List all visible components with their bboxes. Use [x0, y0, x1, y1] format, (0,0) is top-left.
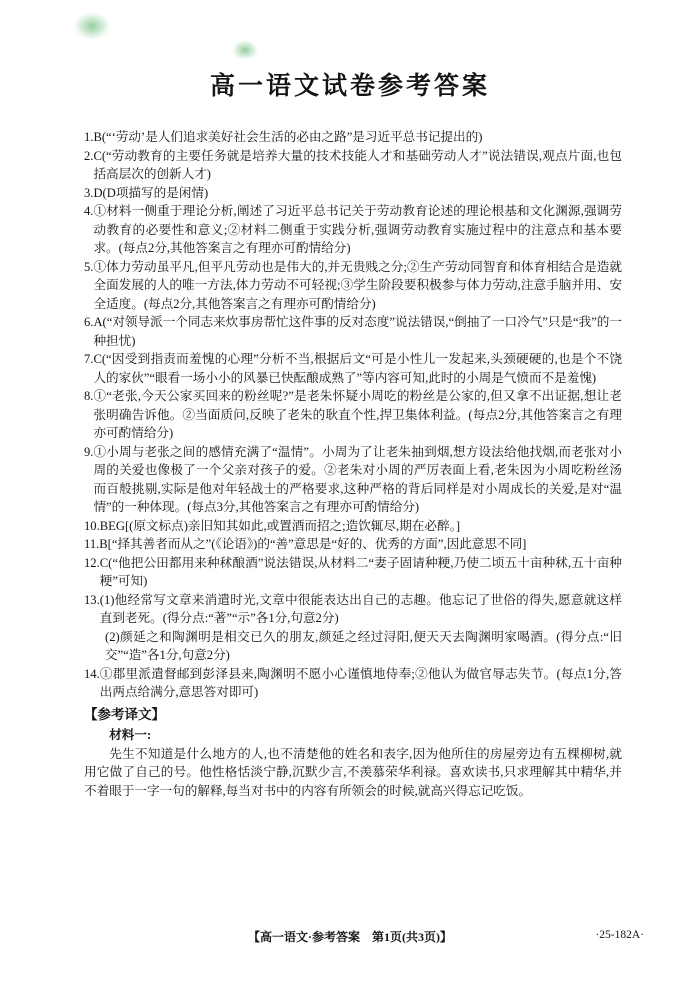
answer-item-1 [84, 128, 622, 147]
answer-item-10 [84, 517, 622, 536]
answer-text: (2)颜延之和陶渊明是相交已久的朋友,颜延之经过浔阳,便天天去陶渊明家喝酒。(得分点:“旧交”“造”各1分,句意2分) [105, 629, 622, 662]
answer-number: 6. [84, 315, 94, 329]
answer-number: 11. [84, 537, 100, 551]
answer-number: 10. [84, 518, 100, 533]
answers-section [84, 128, 622, 800]
answer-item-11 [84, 535, 622, 554]
answer-item-2 [84, 147, 622, 184]
answer-item-13-part1 [84, 591, 622, 628]
answer-number: 7. [84, 352, 94, 366]
answer-number: 9. [84, 444, 94, 459]
green-stamp-mark-small [232, 40, 258, 60]
answer-number: 13. [84, 592, 100, 607]
answer-text: C(“他把公田都用来种秫酿酒”说法错误,从材料二“妻子固请种粳,乃使二顷五十亩种秫,五十亩种粳”可知) [99, 555, 622, 588]
answer-item-4 [84, 202, 622, 258]
answer-text: ①体力劳动虽平凡,但平凡劳动也是伟大的,并无贵贱之分;②生产劳动同智育和体育相结合是造就全面发展的人的唯一方法,体力劳动不可轻视;③学生阶段要积极参与体力劳动,注意手脑并用、安全适度。(每点2分,其他答案言之有理亦可酌情给分) [93, 259, 622, 311]
answer-text: D(D项描写的是闲情) [93, 185, 209, 200]
answer-number: 2. [84, 148, 94, 163]
footer-center-text: 【高一语文·参考答案 第1页(共3页)】 [248, 930, 452, 944]
translation-body: 先生不知道是什么地方的人,也不清楚他的姓名和表字,因为他所住的房屋旁边有五棵柳树,就用它做了自己的号。他性格恬淡宁静,沉默少言,不羡慕荣华利禄。喜欢读书,只求理解其中精华,并不着眼于一字一句的解释,每当对书中的内容有所领会的时候,就高兴得忘记吃饭。 [84, 746, 622, 798]
answer-item-6 [84, 313, 622, 350]
answer-number: 14. [84, 666, 100, 681]
answer-item-5 [84, 258, 622, 314]
answer-item-12 [84, 554, 622, 591]
answer-text: ①小周与老张之间的感情充满了“温情”。小周为了让老朱抽到烟,想方设法给他找烟,而老张对小周的关爱也像极了一个父亲对孩子的爱。②老朱对小周的严厉表面上看,老朱因为小周吃粉丝汤而百般挑剔,实际是他对年轻战士的严格要求,这种严格的背后同样是对小周成长的关爱,是对“温情”的一种体现。(每点3分,其他答案言之有理亦可酌情给分) [93, 444, 622, 514]
answer-text: ①“老张,今天公家买回来的粉丝呢?”是老朱怀疑小周吃的粉丝是公家的,但又拿不出证据,想让老张明确告诉他。②当面质问,反映了老朱的耿直个性,捍卫集体利益。(每点2分,其他答案言之有理亦可酌情给分) [93, 389, 622, 440]
answer-number: 1. [84, 130, 94, 144]
answer-text: A(“对领导派一个同志来炊事房帮忙这件事的反对态度”说法错误,“倒抽了一口冷气”只是“我”的一种担忧) [93, 315, 622, 348]
answer-text: ①郡里派遣督邮到彭泽县来,陶渊明不愿小心谨慎地侍奉;②他认为做官辱志失节。(每点1分,答出两点给满分,意思答对即可) [99, 666, 622, 699]
answer-number: 3. [84, 185, 94, 200]
answer-item-14 [84, 665, 622, 702]
answer-text: B[“择其善者而从之”(《论语》)的“善”意思是“好的、优秀的方面”,因此意思不同] [99, 537, 527, 551]
answer-text: (1)他经常写文章来消遣时光,文章中很能表达出自己的志趣。他忘记了世俗的得失,愿意就这样直到老死。(得分点:“著”“示”各1分,句意2分) [99, 592, 622, 625]
answer-item-8 [84, 387, 622, 443]
answer-text: ①材料一侧重于理论分析,阐述了习近平总书记关于劳动教育论述的理论根基和文化渊源,强调劳动教育的必要性和意义;②材料二侧重于实践分析,强调劳动教育实施过程中的注意点和基本要求。(每点2分,其他答案言之有理亦可酌情给分) [93, 204, 622, 255]
translation-heading: 【参考译文】 [84, 706, 165, 722]
answer-text: C(“劳动教育的主要任务就是培养大量的技术技能人才和基础劳动人才”说法错误,观点片面,也包括高层次的创新人才) [93, 148, 622, 181]
answer-item-3 [84, 184, 622, 203]
answer-text: B(“‘劳动’是人们追求美好社会生活的必由之路”是习近平总书记提出的) [93, 130, 483, 144]
answer-number: 4. [84, 204, 94, 218]
answer-number: 8. [84, 389, 94, 403]
answer-text: C(“因受到指责而羞愧的心理”分析不当,根据后文“可是小性儿一发起来,头颈硬硬的,也是个不饶人的家伙”“眼看一场小小的风暴已快酝酿成熟了”等内容可知,此时的小周是气愤而不是羞愧) [93, 352, 622, 385]
answer-number: 12. [84, 555, 100, 570]
answer-text: BEG[(原文标点)亲旧知其如此,或置酒而招之;造饮辄尽,期在必醉。] [99, 518, 461, 533]
page-title: 高一语文试卷参考答案 [209, 73, 490, 100]
answer-item-7 [84, 350, 622, 387]
answer-item-13-part2 [84, 628, 622, 665]
translation-material-label: 材料一: [109, 728, 152, 743]
answer-number: 5. [84, 259, 94, 274]
green-stamp-mark [74, 12, 110, 40]
answer-item-9 [84, 443, 622, 517]
footer-paper-code: ·25-182A· [595, 929, 644, 941]
page-footer [0, 928, 700, 945]
